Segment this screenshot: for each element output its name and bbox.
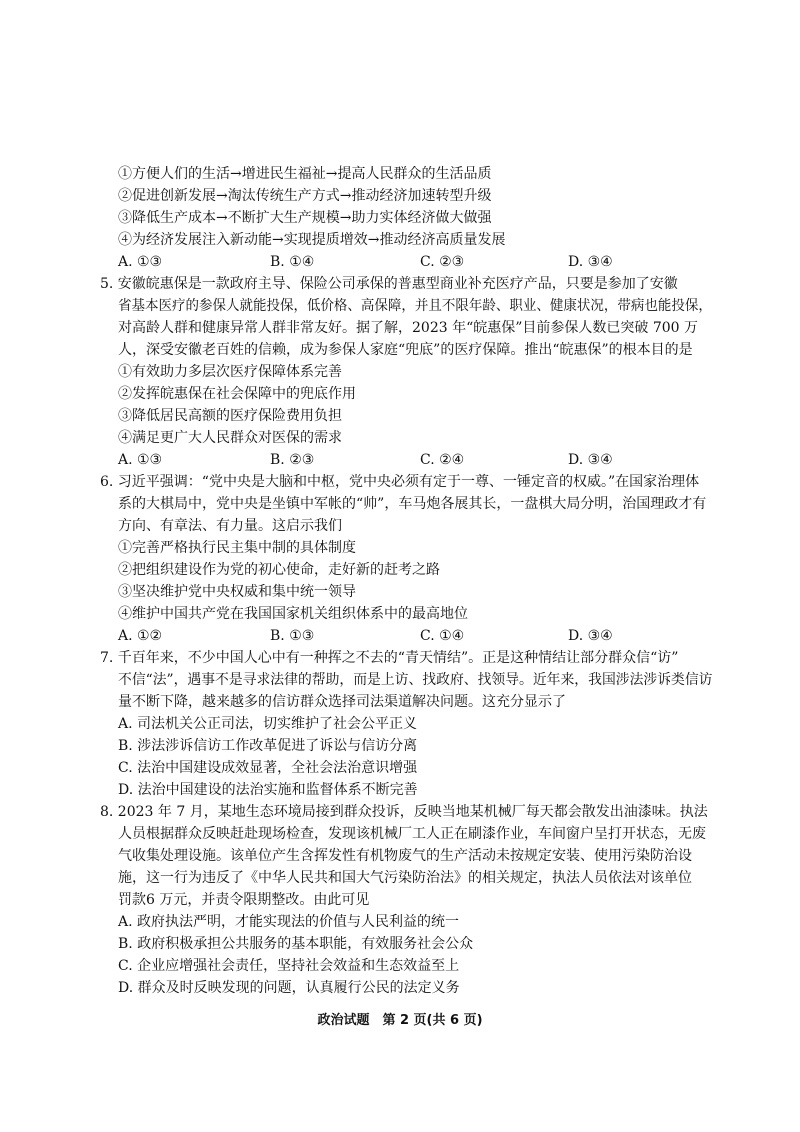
q6-item-1: ①完善严格执行民主集中制的具体制度: [118, 540, 356, 556]
q7-choice-c: C. 法治中国建设成效显著，全社会法治意识增强: [118, 760, 418, 776]
q6-item-2: ②把组织建设作为党的初心使命，走好新的赶考之路: [118, 562, 440, 578]
q5-item-4: ④满足更广大人民群众对医保的需求: [118, 430, 342, 446]
q4-option-b: B. ①④: [270, 254, 315, 270]
q6-stem-line-2: 系的大棋局中，党中央是坐镇中军帐的“帅”，车马炮各展其长，一盘棋大局分明，治国理政才有: [118, 496, 707, 512]
q7-choice-d: D. 法治中国建设的法治实施和监督体系不断完善: [118, 782, 418, 798]
q5-item-1: ①有效助力多层次医疗保障体系完善: [118, 364, 342, 380]
q6-stem-line-1: 6. 习近平强调：“党中央是大脑和中枢，党中央必须有定于一尊、一锤定音的权威。”在国家治理体: [100, 474, 700, 490]
q6-item-4: ④维护中国共产党在我国国家机关组织体系中的最高地位: [118, 606, 468, 622]
q6-option-d: D. ③④: [568, 628, 613, 644]
q5-stem-line-1: 5. 安徽皖惠保是一款政府主导、保险公司承保的普惠型商业补充医疗产品，只要是参加了安徽: [100, 276, 678, 292]
q8-stem-line-4: 施，这一行为违反了《中华人民共和国大气污染防治法》的相关规定，执法人员依法对该单位: [118, 870, 692, 886]
q5-stem-line-2: 省基本医疗的参保人就能投保，低价格、高保障，并且不限年龄、职业、健康状况，带病也能投保，: [118, 298, 712, 314]
q7-stem-line-1: 7. 千百年来，不少中国人心中有一种挥之不去的“青天情结”。正是这种情结让部分群众信“访”: [100, 650, 679, 666]
q8-stem-line-2: 人员根据群众反映赶赴现场检查，发现该机械厂工人正在刷漆作业，车间窗户呈打开状态，无废: [118, 826, 706, 842]
q6-option-a: A. ①②: [118, 628, 163, 644]
q8-stem-line-1: 8. 2023 年 7 月，某地生态环境局接到群众投诉，反映当地某机械厂每天都会散发出油漆味。执法: [100, 804, 708, 820]
q4-item-2: ②促进创新发展→淘汰传统生产方式→推动经济加速转型升级: [118, 188, 492, 204]
q4-option-a: A. ①③: [118, 254, 163, 270]
q5-option-a: A. ①③: [118, 452, 163, 468]
q4-item-1: ①方便人们的生活→增进民生福祉→提高人民群众的生活品质: [118, 166, 492, 182]
q7-choice-a: A. 司法机关公正司法，切实维护了社会公平正义: [118, 716, 418, 732]
q5-option-d: D. ③④: [568, 452, 613, 468]
q5-item-2: ②发挥皖惠保在社会保障中的兜底作用: [118, 386, 356, 402]
q6-option-b: B. ①③: [270, 628, 315, 644]
q7-stem-line-3: 量不断下降，越来越多的信访群众选择司法渠道解决问题。这充分显示了: [118, 694, 566, 710]
page-footer: 政治试题 第 2 页(共 6 页): [317, 1013, 483, 1028]
q8-stem-line-5: 罚款6 万元，并责令限期整改。由此可见: [118, 892, 370, 908]
q7-choice-b: B. 涉法涉诉信访工作改革促进了诉讼与信访分离: [118, 738, 418, 754]
q4-item-4: ④为经济发展注入新动能→实现提质增效→推动经济高质量发展: [118, 232, 506, 248]
q5-option-b: B. ②③: [270, 452, 315, 468]
q8-choice-d: D. 群众及时反映发现的问题，认真履行公民的法定义务: [118, 980, 460, 996]
q6-option-c: C. ①④: [420, 628, 465, 644]
q5-option-c: C. ②④: [420, 452, 465, 468]
q4-option-d: D. ③④: [568, 254, 613, 270]
q5-item-3: ③降低居民高额的医疗保险费用负担: [118, 408, 342, 424]
q4-option-c: C. ②③: [420, 254, 465, 270]
q5-stem-line-4: 人，深受安徽老百姓的信赖，成为参保人家庭“兜底”的医疗保障。推出“皖惠保”的根本目的是: [118, 342, 693, 358]
q5-stem-line-3: 对高龄人群和健康异常人群非常友好。据了解，2023 年“皖惠保”目前参保人数已突破 700 万: [118, 320, 699, 336]
q6-stem-line-3: 方向、有章法、有力量。这启示我们: [118, 518, 342, 534]
q8-choice-c: C. 企业应增强社会责任，坚持社会效益和生态效益至上: [118, 958, 460, 974]
q8-choice-a: A. 政府执法严明，才能实现法的价值与人民利益的统一: [118, 914, 460, 930]
q8-stem-line-3: 气收集处理设施。该单位产生含挥发性有机物废气的生产活动未按规定安装、使用污染防治设: [118, 848, 692, 864]
q8-choice-b: B. 政府积极承担公共服务的基本职能，有效服务社会公众: [118, 936, 474, 952]
q4-item-3: ③降低生产成本→不断扩大生产规模→助力实体经济做大做强: [118, 210, 492, 226]
q7-stem-line-2: 不信“法”，遇事不是寻求法律的帮助，而是上访、找政府、找领导。近年来，我国涉法涉诉类信访: [118, 672, 713, 688]
q6-item-3: ③坚决维护党中央权威和集中统一领导: [118, 584, 356, 600]
